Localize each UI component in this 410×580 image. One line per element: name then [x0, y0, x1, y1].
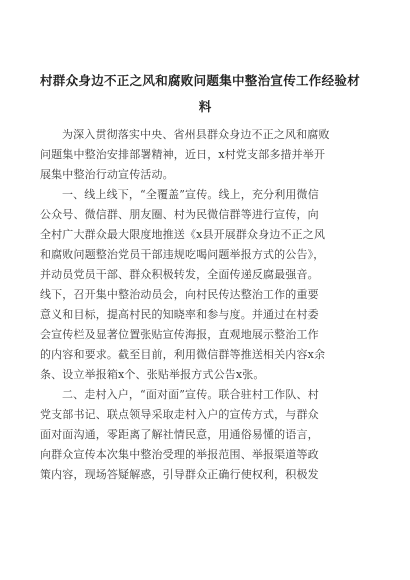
body-line: 策内容，现场答疑解惑，引导群众正确行使权利，积极发: [40, 468, 319, 481]
body-line: 展集中整治行动宣传活动。: [40, 168, 174, 181]
body-line: 会宣传栏及显著位置张贴宣传海报，直观地展示整治工作: [40, 328, 319, 341]
body-line: 为深入贯彻落实中央、省州县群众身边不正之风和腐败: [62, 128, 330, 141]
body-line: 问题集中整治安排部署精神，近日，x村党支部多措并举开: [40, 148, 326, 161]
body-line: 公众号、微信群、朋友圈、村为民微信群等进行宣传，向: [40, 208, 319, 221]
document-title-line-1: 村群众身边不正之风和腐败问题集中整治宣传工作经验材: [40, 73, 361, 88]
body-line: 线下，召开集中整治动员会，向村民传达整治工作的重要: [40, 288, 319, 301]
body-line: 条、设立举报箱x个、张贴举报方式公告x张。: [40, 368, 265, 381]
body-line: 和腐败问题整治党员干部违规吃喝问题举报方式的公告》，: [40, 248, 325, 261]
document-title-line-2: 料: [198, 99, 212, 114]
body-line: 的内容和要求。截至目前，利用微信群等推送相关内容x余: [40, 348, 326, 361]
body-line: 二、走村入户，“面对面”宣传。联合驻村工作队、村: [62, 388, 319, 401]
body-line: 党支部书记、联点领导采取走村入户的宣传方式，与群众: [40, 408, 319, 421]
body-line: 全村广大群众最大限度地推送《x县开展群众身边不正之风: [40, 228, 326, 241]
body-line: 面对面沟通，零距离了解社情民意，用通俗易懂的语言，: [40, 428, 319, 441]
body-line: 并动员党员干部、群众积极转发，全面传递反腐最强音。: [40, 268, 319, 281]
body-line: 向群众宣传本次集中整治受理的举报范围、举报渠道等政: [40, 448, 319, 461]
body-line: 意义和目标，提高村民的知晓率和参与度。并通过在村委: [40, 308, 319, 321]
body-line: 一、线上线下，“全覆盖”宣传。线上，充分利用微信: [62, 188, 319, 201]
